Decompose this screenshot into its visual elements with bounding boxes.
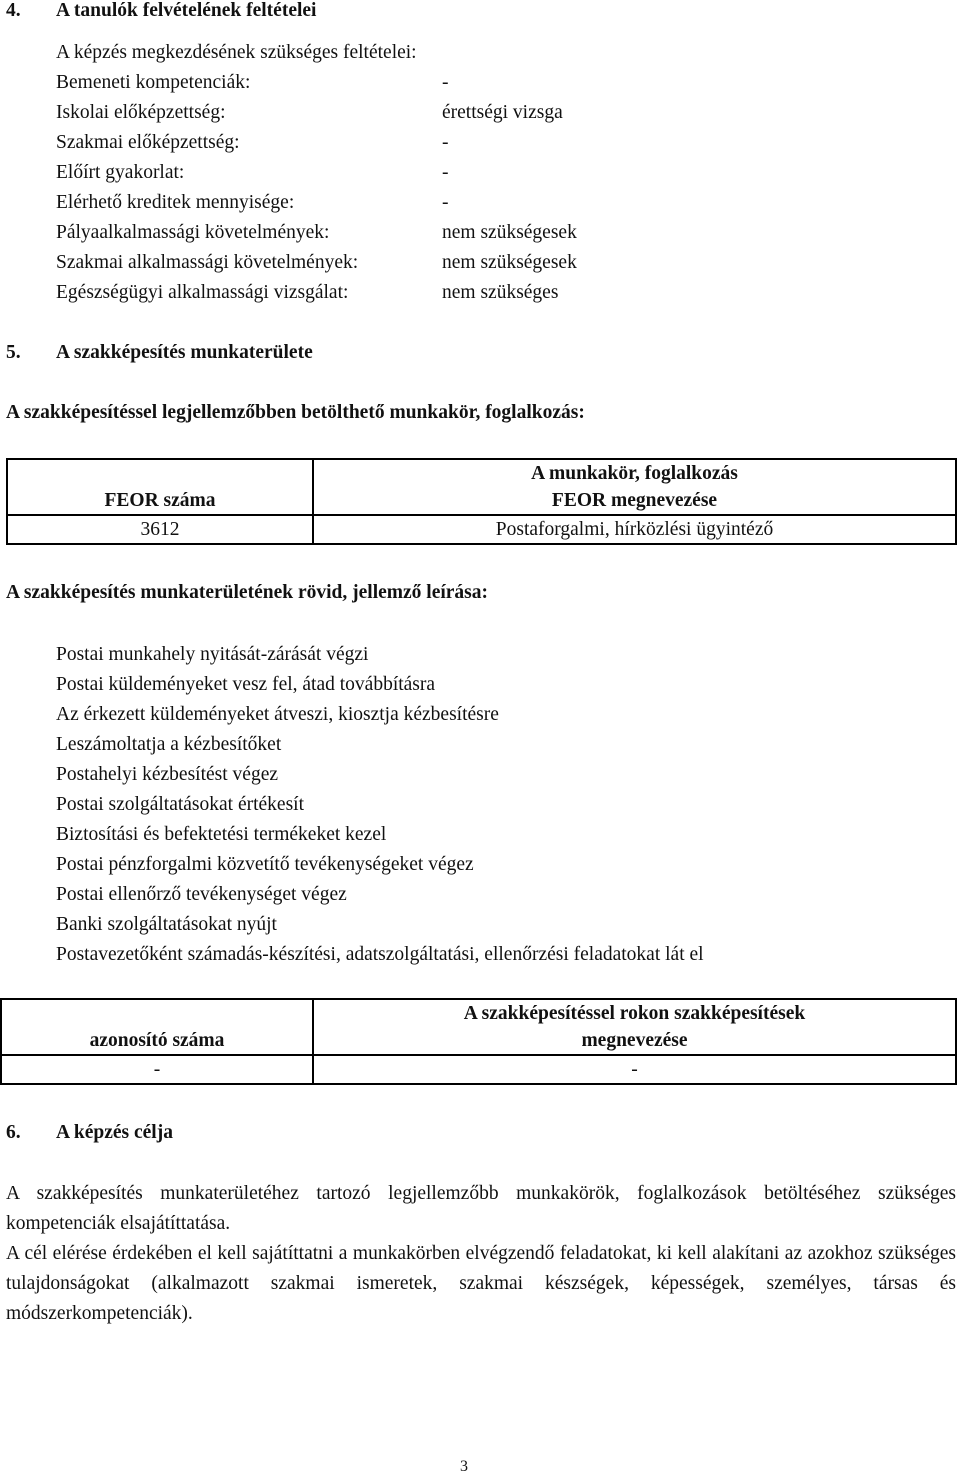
requirement-row	[56, 98, 756, 128]
requirement-label: Pályaalkalmassági követelmények:	[56, 222, 330, 243]
section-4-title: A tanulók felvételének feltételei	[56, 0, 317, 21]
list-item: Postai szolgáltatásokat értékesít	[56, 794, 305, 815]
requirement-row	[56, 158, 756, 188]
feor-code-cell: 3612	[7, 515, 313, 544]
table-row	[7, 515, 956, 544]
section-5-number: 5.	[6, 342, 21, 363]
section-6-number: 6.	[6, 1122, 21, 1143]
requirement-label: Szakmai alkalmassági követelmények:	[56, 252, 359, 273]
requirement-label: Elérhető kreditek mennyisége:	[56, 192, 295, 213]
requirement-row	[56, 68, 756, 98]
feor-name-cell: Postaforgalmi, hírközlési ügyintéző	[313, 515, 956, 544]
list-item: Postai munkahely nyitását-zárását végzi	[56, 644, 369, 665]
section-5-title: A szakképesítés munkaterülete	[56, 342, 313, 363]
job-table	[6, 458, 957, 545]
description-heading: A szakképesítés munkaterületének rövid, jellemző leírása:	[6, 582, 489, 603]
requirement-value: nem szükségesek	[442, 252, 577, 273]
requirement-value: érettségi vizsga	[442, 102, 563, 123]
requirement-label: Iskolai előképzettség:	[56, 102, 226, 123]
requirement-row	[56, 188, 756, 218]
job-table-col2-header: FEOR megnevezése	[313, 487, 956, 515]
list-item: Postahelyi kézbesítést végez	[56, 764, 279, 785]
list-item: Postavezetőként számadás-készítési, adatszolgáltatási, ellenőrzési feladatokat lát el	[56, 944, 704, 965]
requirement-value: nem szükséges	[442, 282, 559, 303]
list-item: Leszámoltatja a kézbesítőket	[56, 734, 282, 755]
requirement-value: -	[442, 72, 449, 93]
requirement-value: -	[442, 132, 449, 153]
requirement-value: -	[442, 192, 449, 213]
job-table-caption: A munkakör, foglalkozás	[313, 459, 956, 487]
related-name-cell: -	[313, 1055, 956, 1084]
goal-paragraph-1: A szakképesítés munkaterületéhez tartozó legjellemzőbb munkakörök, foglalkozások betöltéséhez szükséges kompetenciák elsajátíttatása.	[6, 1183, 956, 1234]
requirement-value: -	[442, 162, 449, 183]
goal-paragraph-2: A cél elérése érdekében el kell sajátíttatni a munkakörben elvégzendő feladatokat, ki kell alakítani az azokhoz szükséges tulajdonságokat (alkalmazott szakmai ismeretek, szakmai készségek, képességek, személyes, társas és módszerkompetenciák).	[6, 1243, 956, 1324]
related-qualifications-table	[0, 998, 957, 1085]
related-table-col1-header: azonosító száma	[1, 1027, 313, 1055]
requirement-row	[56, 128, 756, 158]
requirement-row	[56, 218, 756, 248]
job-subheading: A szakképesítéssel legjellemzőbben betölthető munkakör, foglalkozás:	[6, 402, 585, 423]
section-6-title: A képzés célja	[56, 1122, 173, 1143]
related-code-cell: -	[1, 1055, 313, 1084]
job-table-col1-header: FEOR száma	[7, 487, 313, 515]
list-item: Postai pénzforgalmi közvetítő tevékenységeket végez	[56, 854, 474, 875]
requirements-intro: A képzés megkezdésének szükséges feltételei:	[56, 42, 417, 63]
requirement-label: Bemeneti kompetenciák:	[56, 72, 251, 93]
list-item: Postai ellenőrző tevékenységet végez	[56, 884, 347, 905]
requirement-label: Egészségügyi alkalmassági vizsgálat:	[56, 282, 349, 303]
section-4-number: 4.	[6, 0, 21, 21]
requirement-label: Előírt gyakorlat:	[56, 162, 185, 183]
requirement-label: Szakmai előképzettség:	[56, 132, 240, 153]
page-number: 3	[460, 1458, 468, 1475]
list-item: Postai küldeményeket vesz fel, átad továbbításra	[56, 674, 436, 695]
related-table-col2-header: megnevezése	[313, 1027, 956, 1055]
list-item: Biztosítási és befektetési termékeket kezel	[56, 824, 387, 845]
requirement-row	[56, 248, 756, 278]
requirement-row	[56, 278, 756, 308]
table-row	[1, 1055, 956, 1084]
list-item: Banki szolgáltatásokat nyújt	[56, 914, 277, 935]
related-table-caption: A szakképesítéssel rokon szakképesítések	[313, 999, 956, 1027]
requirement-value: nem szükségesek	[442, 222, 577, 243]
list-item: Az érkezett küldeményeket átveszi, kiosztja kézbesítésre	[56, 704, 499, 725]
